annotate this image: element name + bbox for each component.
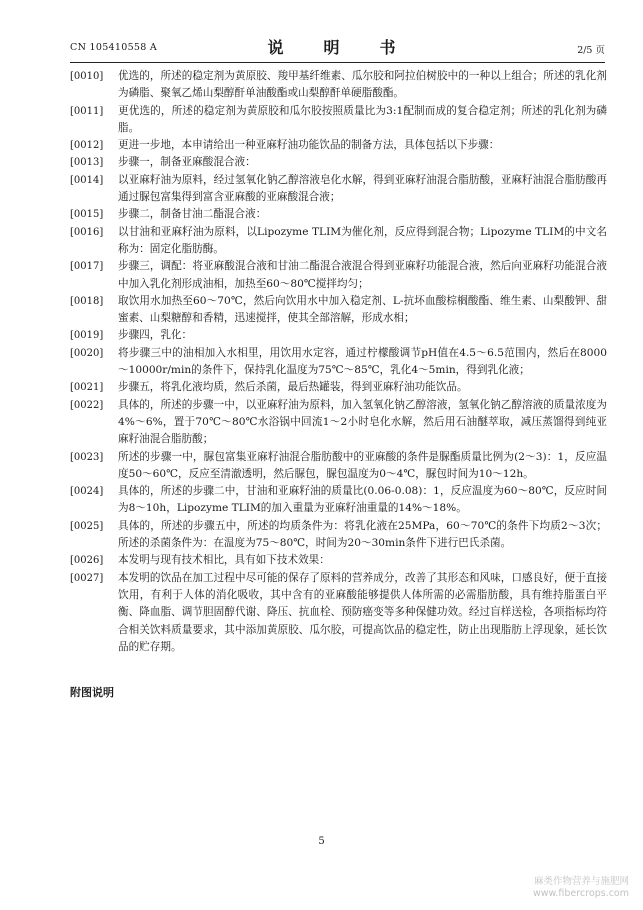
paragraph-number: [0022] (70, 399, 104, 411)
paragraph (70, 224, 607, 259)
paragraph (70, 483, 607, 518)
paragraph (70, 103, 607, 138)
paragraph (70, 206, 607, 223)
paragraph-text: 本发明的饮品在加工过程中尽可能的保存了原料的营养成分，改善了其形态和风味，口感良好，便于直接饮用，有利于人体的消化吸收，其中含有的亚麻酸能够提供人体所需的必需脂肪酸，具有维持脂蛋白平衡、降血脂、调节胆固醇代谢、降压、抗血栓、预防癌变等多种保健功效。经过盲样送检，各项指标均符合相关饮料质量要求，其中添加黄原胶、瓜尔胶，可提高饮品的稳定性，防止出现脂肪上浮现象，延长饮品的贮存期。 (118, 571, 607, 653)
paragraph-number: [0015] (70, 209, 104, 221)
paragraph-number: [0027] (70, 572, 104, 584)
paragraph (70, 68, 607, 103)
paragraph (70, 327, 607, 344)
paragraph (70, 258, 607, 293)
paragraph-number: [0026] (70, 555, 104, 567)
paragraph (70, 137, 607, 154)
paragraph-text: 步骤四，乳化： (118, 329, 193, 342)
paragraph-text: 步骤一，制备亚麻酸混合液： (118, 156, 256, 169)
page-number: 5 (318, 836, 325, 847)
paragraph-text: 优选的，所述的稳定剂为黄原胶、羧甲基纤维素、瓜尔胶和阿拉伯树胶中的一种以上组合；所述的乳化剂为磷脂、聚氧乙烯山梨醇酐单油酸酯或山梨醇酐单硬脂酸酯。 (118, 70, 607, 100)
paragraph-text: 更优选的，所述的稳定剂为黄原胶和瓜尔胶按照质量比为3:1配制而成的复合稳定剂；所述的乳化剂为磷脂。 (118, 104, 607, 134)
paragraph-text: 具体的，所述的步骤一中，以亚麻籽油为原料，加入氢氧化钠乙醇溶液，氢氧化钠乙醇溶液的质量浓度为4%～6%，置于70℃～80℃水浴锅中回流1～2小时皂化水解，然后用石油醚萃取，减压蒸馏得到纯亚麻籽油混合脂肪酸； (118, 398, 607, 446)
watermark (533, 876, 629, 900)
paragraph-text: 本发明与现有技术相比，具有如下技术效果： (118, 554, 330, 567)
page-indicator: 2/5 页 (577, 45, 605, 56)
paragraph (70, 552, 607, 569)
paragraph-text: 更进一步地，本申请给出一种亚麻籽油功能饮品的制备方法，具体包括以下步骤： (118, 139, 500, 152)
watermark-site-name: 麻类作物营养与施肥网 (533, 876, 629, 887)
paragraph-text: 以甘油和亚麻籽油为原料，以Lipozyme TLIM为催化剂，反应得到混合物；Lipozyme TLIM的中文名称为：固定化脂肪酶。 (118, 225, 607, 255)
paragraph-text: 具体的，所述的步骤二中，甘油和亚麻籽油的质量比(0.06-0.08)：1，反应温度为60～80℃，反应时间为8～10h，Lipozyme TLIM的加入重量为亚麻籽油重量的14%～18%。 (118, 485, 607, 515)
paragraph (70, 154, 607, 171)
paragraph-number: [0018] (70, 295, 104, 307)
paragraph-number: [0011] (70, 105, 104, 117)
paragraph (70, 570, 607, 656)
paragraph-text: 将步骤三中的油相加入水相里，用饮用水定容，通过柠檬酸调节pH值在4.5～6.5范围内，然后在8000～10000r/min的条件下，保持乳化温度为75℃～85℃，乳化4～5min，得到乳化液； (118, 346, 607, 377)
paragraph-text: 所述的步骤一中，脲包富集亚麻籽油混合脂肪酸中的亚麻酸的条件是脲酯质量比例为(2～3)：1，反应温度50～60℃，反应至清澈透明，然后脲包，脲包温度为0～4℃，脲包时间为10～12h。 (118, 450, 607, 480)
page-header (70, 0, 605, 63)
paragraph-number: [0013] (70, 157, 104, 169)
paragraph (70, 172, 607, 207)
paragraph-number: [0014] (70, 174, 104, 186)
paragraph-text: 步骤三，调配：将亚麻酸混合液和甘油二酯混合液混合得到亚麻籽功能混合液，然后向亚麻籽功能混合液中加入乳化剂形成油相，加热至60～80℃搅拌均匀； (118, 260, 607, 290)
paragraph (70, 449, 607, 484)
paragraph-number: [0025] (70, 520, 104, 532)
paragraph-text: 具体的，所述的步骤五中，所述的均质条件为：将乳化液在25MPa，60～70℃的条件下均质2～3次；所述的杀菌条件为：在温度为75～80℃，时间为20～30min条件下进行巴氏杀菌。 (118, 519, 607, 550)
document-title: 说 明 书 (267, 38, 408, 57)
paragraph-text: 步骤五，将乳化液均质，然后杀菌，最后热罐装，得到亚麻籽油功能饮品。 (118, 381, 468, 394)
document-body (70, 68, 607, 700)
publication-number: CN 105410558 A (70, 42, 158, 53)
paragraph-text: 步骤二，制备甘油二酯混合液： (118, 208, 267, 221)
watermark-url: www.fibercrops.com (532, 888, 629, 899)
paragraph (70, 518, 607, 553)
paragraph (70, 379, 607, 396)
paragraph-number: [0019] (70, 330, 104, 342)
paragraph-text: 取饮用水加热至60～70℃，然后向饮用水中加入稳定剂、L-抗坏血酸棕榈酸酯、维生素、山梨酸钾、甜蜜素、山梨糖醇和香精，迅速搅拌，使其全部溶解，形成水相； (118, 294, 607, 325)
paragraph-text: 以亚麻籽油为原料，经过氢氧化钠乙醇溶液皂化水解，得到亚麻籽油混合脂肪酸，亚麻籽油混合脂肪酸再通过脲包富集得到富含亚麻酸的亚麻酸混合液； (118, 173, 607, 204)
section-heading: 附图说明 (70, 686, 114, 700)
paragraph-number: [0020] (70, 347, 104, 359)
paragraph-number: [0010] (70, 71, 104, 82)
paragraph-number: [0012] (70, 140, 104, 152)
paragraph (70, 397, 607, 449)
paragraph (70, 345, 607, 380)
paragraph-number: [0016] (70, 226, 104, 238)
paragraph (70, 293, 607, 328)
paragraph-number: [0024] (70, 486, 104, 498)
paragraph-number: [0021] (70, 382, 104, 394)
paragraph-number: [0017] (70, 261, 104, 273)
paragraph-number: [0023] (70, 451, 104, 463)
